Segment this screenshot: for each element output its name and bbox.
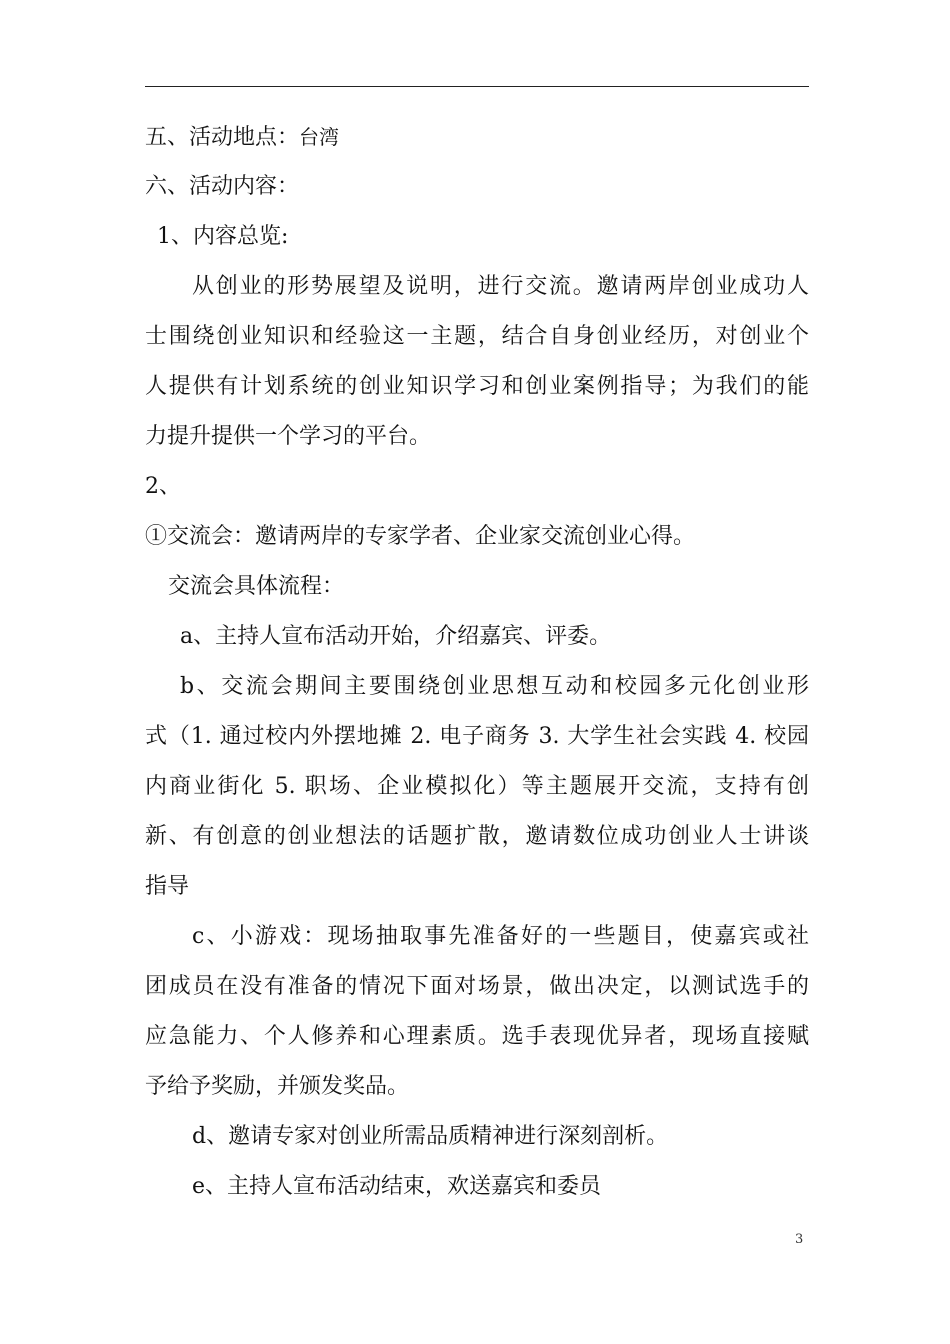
location-value: 台湾 [299, 125, 340, 149]
step-b-line: 新、有创意的创业想法的话题扩散，邀请数位成功创业人士讲谈 [145, 824, 809, 849]
step-c-line: 应急能力、个人修养和心理素质。选手表现优异者，现场直接赋 [145, 1024, 809, 1049]
location-label: 五、活动地点： [145, 125, 300, 150]
section-heading-content: 六、活动内容： [145, 174, 300, 199]
subheading-overview: 1、内容总览: [157, 224, 289, 249]
step-e: e、主持人宣布活动结束，欢送嘉宾和委员 [192, 1174, 602, 1199]
paragraph-line: 力提升提供一个学习的平台。 [145, 424, 432, 449]
step-d: d、邀请专家对创业所需品质精神进行深刻剖析。 [192, 1124, 669, 1149]
step-c-line: c、小游戏：现场抽取事先准备好的一些题目，使嘉宾或社 [192, 924, 809, 949]
location-line [145, 122, 809, 153]
paragraph-line: 人提供有计划系统的创业知识学习和创业案例指导；为我们的能 [145, 374, 809, 399]
paragraph-line: 士围绕创业知识和经验这一主题，结合自身创业经历，对创业个 [145, 324, 809, 349]
process-heading: 交流会具体流程： [168, 574, 345, 599]
subheading-number-2: 2、 [145, 474, 181, 499]
header-rule [145, 86, 809, 87]
exchange-meeting-line: ①交流会：邀请两岸的专家学者、企业家交流创业心得。 [145, 524, 696, 549]
paragraph-line: 从创业的形势展望及说明，进行交流。邀请两岸创业成功人 [192, 274, 809, 299]
page-number: 3 [795, 1232, 804, 1247]
step-a: a、主持人宣布活动开始，介绍嘉宾、评委。 [180, 624, 612, 649]
step-c-line: 予给予奖励，并颁发奖品。 [145, 1074, 410, 1099]
step-c-line: 团成员在没有准备的情况下面对场景，做出决定，以测试选手的 [145, 974, 809, 999]
step-b-line: 内商业街化 5. 职场、企业模拟化）等主题展开交流，支持有创 [145, 774, 809, 799]
step-b-line: b、交流会期间主要围绕创业思想互动和校园多元化创业形 [180, 674, 809, 699]
step-b-line: 式（1. 通过校内外摆地摊 2. 电子商务 3. 大学生社会实践 4. 校园 [145, 724, 809, 749]
step-b-line: 指导 [145, 874, 190, 899]
